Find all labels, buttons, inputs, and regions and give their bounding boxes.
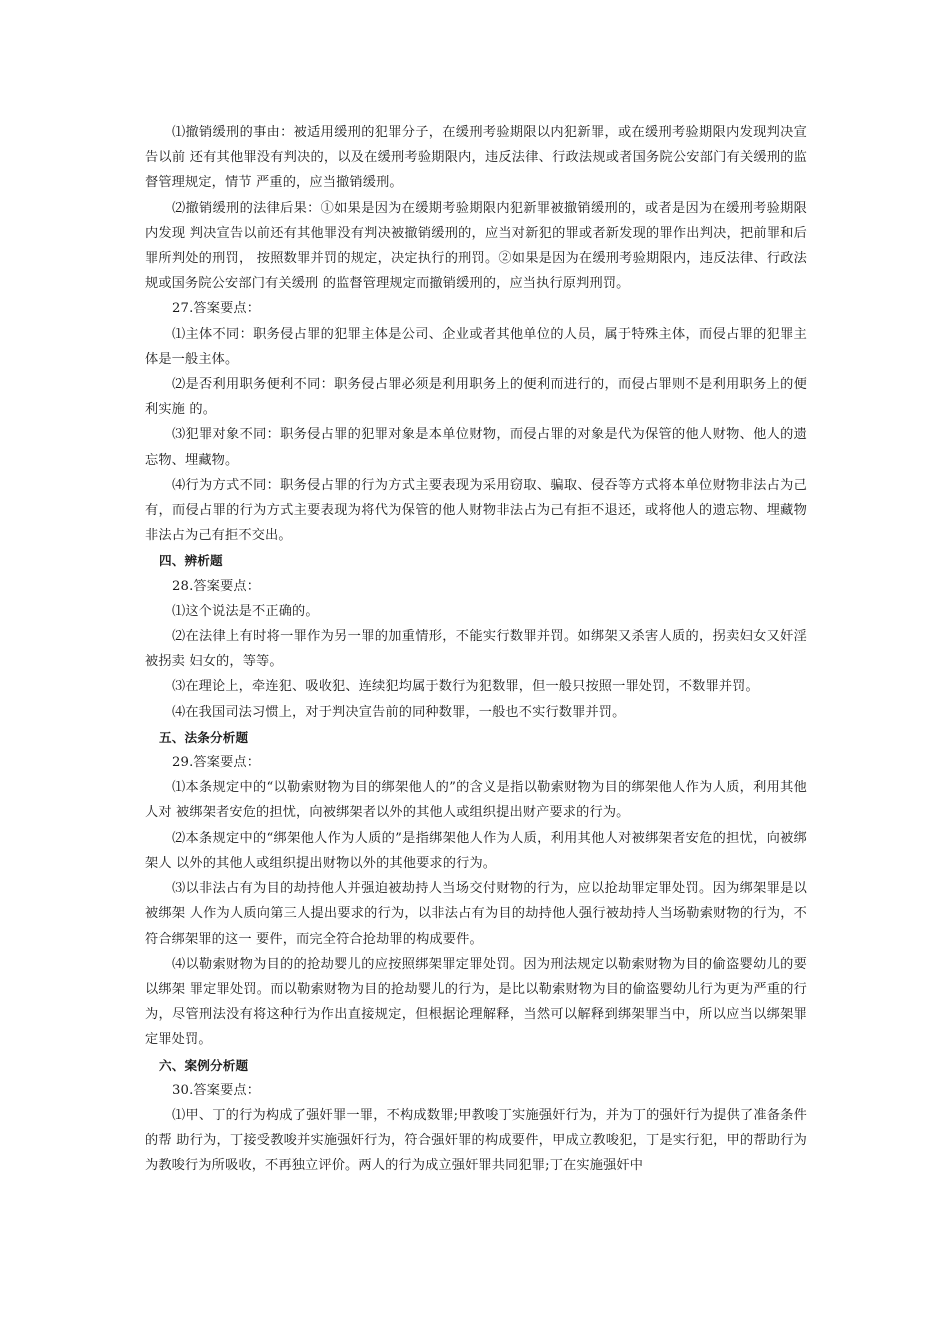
paragraph: ⑴本条规定中的“以勒索财物为目的绑架他人的”的含义是指以勒索财物为目的绑架他人作为人质，利用其他人对 被绑架者安危的担忧，向被绑架者以外的其他人或组织提出财产要求的行为。 [145,780,807,821]
answer-heading: 28.答案要点： [172,578,261,594]
paragraph: ⑵在法律上有时将一罪作为另一罪的加重情形，不能实行数罪并罚。如绑架又杀害人质的，拐卖妇女又奸淫被拐卖 妇女的，等等。 [145,629,807,670]
paragraph: ⑷以勒索财物为目的的抢劫婴儿的应按照绑架罪定罪处罚。因为刑法规定以勒索财物为目的偷盗婴幼儿的要以绑架 罪定罪处罚。而以勒索财物为目的抢劫婴儿的行为，是比以勒索财物为目的偷盗婴幼儿行为更为严重的行为，尽管刑法没有将这种行为作出直接规定，但根据论理解释，当然可以解释到绑架罪当中，所以应当以绑架罪定罪处罚。 [145,956,807,1048]
paragraph: ⑷在我国司法习惯上，对于判决宣告前的同种数罪，一般也不实行数罪并罚。 [172,704,626,720]
paragraph: ⑵是否利用职务便利不同：职务侵占罪必须是利用职务上的便利而进行的，而侵占罪则不是利用职务上的便利实施 的。 [145,377,807,418]
section-heading: 四、辨析题 [159,553,223,569]
paragraph: ⑴甲、丁的行为构成了强奸罪一罪，不构成数罪;甲教唆丁实施强奸行为，并为丁的强奸行为提供了准备条件的帮 助行为，丁接受教唆并实施强奸行为，符合强奸罪的构成要件，甲成立教唆犯，丁是实行犯，甲的帮助行为为教唆行为所吸收，不再独立评价。两人的行为成立强奸罪共同犯罪;丁在实施强奸中 [145,1107,807,1174]
paragraph: ⑶在理论上，牵连犯、吸收犯、连续犯均属于数行为犯数罪，但一般只按照一罪处罚，不数罪并罚。 [172,679,759,695]
paragraph: ⑵本条规定中的“绑架他人作为人质的”是指绑架他人作为人质，利用其他人对被绑架者安危的担忧，向被绑架人 以外的其他人或组织提出财物以外的其他要求的行为。 [145,830,807,871]
answer-heading: 30.答案要点： [172,1082,261,1098]
paragraph: ⑷行为方式不同：职务侵占罪的行为方式主要表现为采用窃取、骗取、侵吞等方式将本单位财物非法占为己有，而侵占罪的行为方式主要表现为将代为保管的他人财物非法占为己有拒不退还，或将他人的遗忘物、埋藏物非法占为己有拒不交出。 [145,477,807,544]
paragraph: ⑴主体不同：职务侵占罪的犯罪主体是公司、企业或者其他单位的人员，属于特殊主体，而侵占罪的犯罪主体是一般主体。 [145,326,807,367]
paragraph: ⑴这个说法是不正确的。 [172,603,319,619]
section-heading: 五、法条分析题 [159,729,249,745]
paragraph: ⑶以非法占有为目的劫持他人并强迫被劫持人当场交付财物的行为，应以抢劫罪定罪处罚。因为绑架罪是以被绑架 人作为人质向第三人提出要求的行为，以非法占有为目的劫持他人强行被劫持人当场勒索财物的行为，不符合绑架罪的这一 要件，而完全符合抢劫罪的构成要件。 [145,881,807,947]
paragraph: ⑵撤销缓刑的法律后果：①如果是因为在缓期考验期限内犯新罪被撤销缓刑的，或者是因为在缓刑考验期限内发现 判决宣告以前还有其他罪没有判决被撤销缓刑的，应当对新犯的罪或者新发现的罪作出判决，把前罪和后罪所判处的刑罚， 按照数罪并罚的规定，决定执行的刑罚。②如果是因为在缓刑考验期限内，违反法律、行政法规或国务院公安部门有关缓刑 的监督管理规定而撤销缓刑的，应当执行原判刑罚。 [145,200,807,292]
answer-heading: 27.答案要点： [172,301,261,317]
paragraph: ⑴撤销缓刑的事由：被适用缓刑的犯罪分子，在缓刑考验期限以内犯新罪，或在缓刑考验期限内发现判决宣告以前 还有其他罪没有判决的，以及在缓刑考验期限内，违反法律、行政法规或者国务院公安部门有关缓刑的监督管理规定，情节 严重的，应当撤销缓刑。 [145,125,807,191]
document-page [145,120,807,1179]
answer-heading: 29.答案要点： [172,755,261,771]
section-heading: 六、案例分析题 [159,1057,249,1073]
paragraph: ⑶犯罪对象不同：职务侵占罪的犯罪对象是本单位财物，而侵占罪的对象是代为保管的他人财物、他人的遗忘物、埋藏物。 [145,427,807,468]
